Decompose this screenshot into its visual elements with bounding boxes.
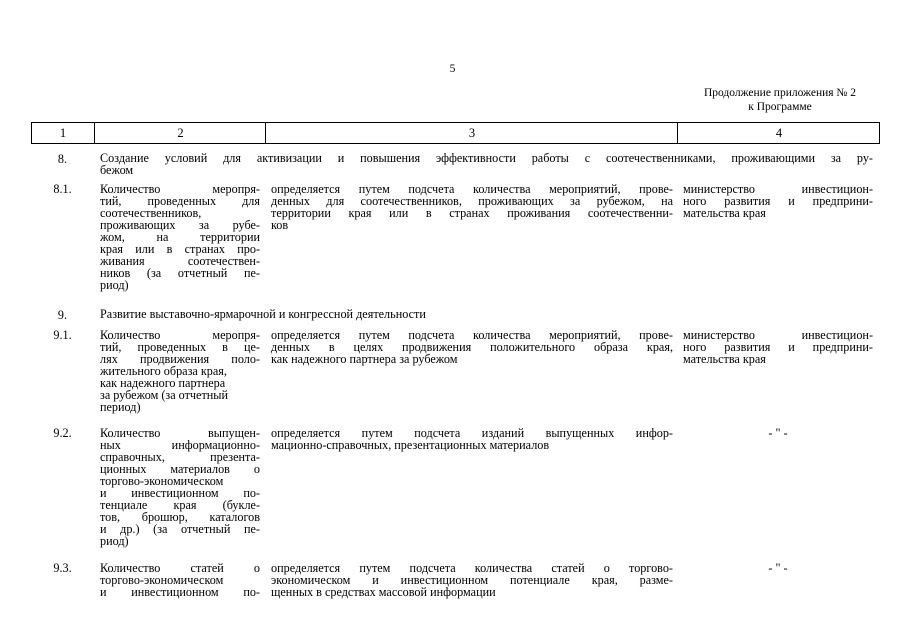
indicator-line: Количество статей о [100,561,260,575]
section-number: 8. [57,152,68,166]
responsible-line: ного развития и предприни- [683,194,873,208]
indicator-line: лях продвижения поло- [100,352,260,366]
appendix-line-1: Продолжение приложения № 2 [703,87,857,99]
method-cell [271,183,673,231]
responsible-line: мательства края [683,352,766,366]
header-cell-2: 2 [94,123,266,143]
row-number: 8.1. [53,182,72,196]
indicator-line: края или в странах про- [100,242,260,256]
page-number: 5 [449,63,456,75]
method-line: щенных в средствах массовой информации [271,585,496,599]
responsible-cell [683,183,873,219]
section-title-line: Развитие выставочно-ярмарочной и конгрессной деятельности [100,307,426,321]
method-cell [271,562,673,598]
indicator-line: проживающих за рубе- [100,218,260,232]
indicator-line: как надежного партнера [100,376,226,390]
indicator-line: и др.) (за отчетный пе- [100,522,260,536]
header-cell-1: 1 [59,126,67,140]
indicator-line: тий, проведенных для [100,194,260,208]
indicator-line: риод) [100,534,129,548]
indicator-cell [100,329,260,413]
indicator-line: жом, на территории [100,230,260,244]
responsible-line: ного развития и предприни- [683,340,873,354]
method-cell [271,427,673,451]
row-number: 9.3. [53,561,72,575]
header-cell-3: 3 [265,123,678,143]
indicator-line: жительного образа края, [100,364,227,378]
header-cell-4: 4 [677,123,880,143]
method-line: определяется путем подсчета изданий выпущенных инфор- [271,426,673,440]
indicator-line: ных информационно- [100,438,260,452]
indicator-line: справочных, презента- [100,450,260,464]
row-number: 9.2. [53,426,72,440]
indicator-cell [100,427,260,547]
indicator-line: тенциале края (букле- [100,498,260,512]
responsible-cell [683,329,873,365]
indicator-line: за рубежом (за отчетный [100,388,229,402]
method-line: денных в целях продвижения положительного образа края, [271,340,673,354]
indicator-line: тий, проведенных в це- [100,340,260,354]
indicator-line: Количество меропря- [100,182,260,196]
indicator-line: Количество меропря- [100,328,260,342]
table-header-row [31,122,880,144]
section-title [100,152,873,176]
indicator-cell [100,562,260,598]
section-title-line: Создание условий для активизации и повышения эффективности работы с соотечественниками, проживающими за ру- [100,151,873,165]
responsible-cell: - " - [768,561,788,575]
method-line: определяется путем подсчета количества статей о торгово- [271,561,673,575]
indicator-line: ников (за отчетный пе- [100,266,260,280]
indicator-line: торгово-экономическом [100,573,224,587]
section-title [100,308,873,320]
method-line: экономическом и инвестиционном потенциале края, разме- [271,573,673,587]
indicator-line: и инвестиционном по- [100,486,260,500]
appendix-note [680,86,880,114]
method-line: определяется путем подсчета количества мероприятий, прове- [271,182,673,196]
section-title-line: бежом [100,163,134,177]
responsible-line: министерство инвестицион- [683,328,873,342]
responsible-line: мательства края [683,206,766,220]
indicator-line: торгово-экономическом [100,474,224,488]
indicator-line: ционных материалов о [100,462,260,476]
method-line: определяется путем подсчета количества мероприятий, прове- [271,328,673,342]
method-cell [271,329,673,365]
responsible-cell: - " - [768,426,788,440]
indicator-line: Количество выпущен- [100,426,260,440]
row-number: 9.1. [53,328,72,342]
method-line: территории края или в странах проживания соотечественни- [271,206,673,220]
indicator-cell [100,183,260,291]
appendix-line-2: к Программе [748,101,812,113]
indicator-line: риод) [100,278,129,292]
indicator-line: живания соотечествен- [100,254,260,268]
method-line: ков [271,218,289,232]
method-line: мационно-справочных, презентационных материалов [271,438,550,452]
method-line: как надежного партнера за рубежом [271,352,458,366]
indicator-line: соотечественников, [100,206,202,220]
indicator-line: период) [100,400,141,414]
method-line: денных для соотечественников, проживающих за рубежом, на [271,194,673,208]
responsible-line: министерство инвестицион- [683,182,873,196]
indicator-line: тов, брошюр, каталогов [100,510,260,524]
section-number: 9. [57,308,68,322]
indicator-line: и инвестиционном по- [100,585,260,599]
